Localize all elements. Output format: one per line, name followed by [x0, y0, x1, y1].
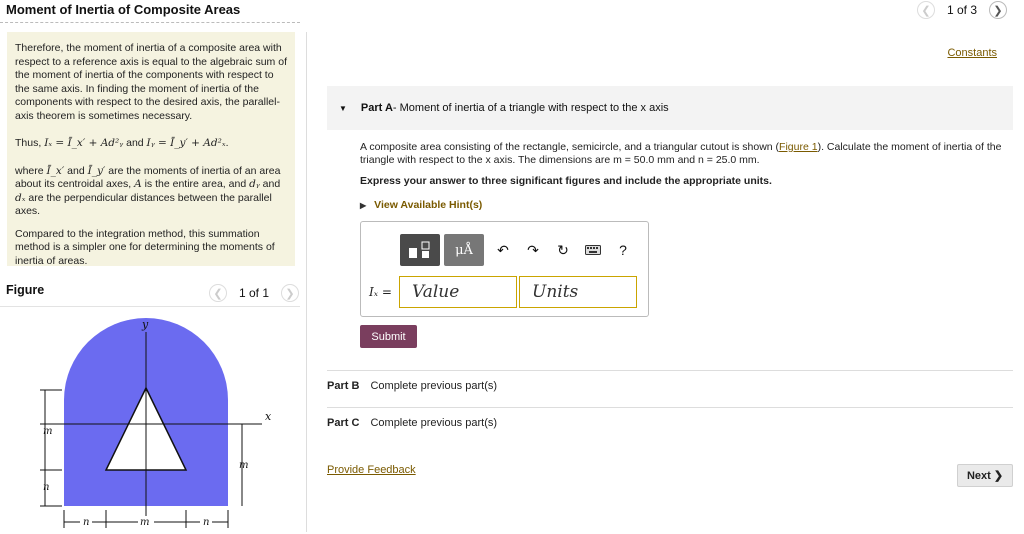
formula-iy-bar: Ī_y′: [87, 164, 106, 177]
chevron-left-icon[interactable]: ❮: [209, 284, 227, 302]
dim-label-m-bottom: m: [140, 517, 150, 528]
provide-feedback-link[interactable]: Provide Feedback: [327, 464, 416, 476]
info-text: and: [259, 178, 281, 190]
chevron-right-icon[interactable]: ❯: [989, 1, 1007, 19]
header: [0, 0, 1024, 22]
constants-link[interactable]: Constants: [947, 47, 997, 59]
chevron-right-icon[interactable]: ❯: [281, 284, 299, 302]
template-button[interactable]: [400, 234, 440, 266]
formula-iy: Iᵧ = Ī_y′ + Ad²ₓ: [146, 137, 226, 149]
header-divider: [0, 22, 300, 23]
chevron-right-icon: ❯: [993, 470, 1004, 482]
undo-icon[interactable]: ↶: [497, 241, 509, 258]
x-axis-label: x: [265, 410, 272, 423]
units-input[interactable]: Units: [519, 276, 637, 308]
answer-label: Iₓ =: [369, 285, 392, 299]
next-label: Next: [966, 469, 991, 482]
formula-ix-bar: Ī_x′: [46, 164, 65, 177]
formula-area: A: [134, 178, 142, 190]
info-text: is the entire area, and: [141, 178, 250, 190]
part-b-row: [327, 370, 1013, 406]
chevron-left-icon[interactable]: ❮: [917, 1, 935, 19]
part-c-label: Part C: [327, 417, 360, 429]
figure-link[interactable]: Figure 1: [779, 141, 818, 153]
caret-down-icon: ▼: [339, 103, 347, 113]
submit-button[interactable]: Submit: [360, 325, 417, 348]
part-c-status: Complete previous part(s): [370, 417, 498, 429]
info-paragraph-4: Compared to the integration method, this summation method is a simpler one for determining the moments of inertia of areas.: [15, 227, 275, 267]
help-button[interactable]: ?: [619, 242, 627, 258]
formula-ix: Iₓ = Ī_x′ + Ad²ᵧ: [44, 137, 124, 149]
part-b-status: Complete previous part(s): [370, 380, 498, 392]
part-a-header[interactable]: [327, 86, 1013, 130]
dim-label-n-left: n: [43, 482, 50, 493]
dim-label-m-right: m: [239, 460, 249, 471]
answer-input-row: [369, 276, 637, 308]
caret-right-icon: ▶: [360, 200, 367, 210]
header-pager: [917, 0, 1007, 20]
figure-divider: [0, 306, 300, 307]
math-toolbar: [400, 233, 638, 267]
problem-statement: [360, 141, 1010, 167]
formula-dy: dᵧ: [249, 178, 260, 190]
info-text: .: [225, 137, 229, 149]
figure-pager: [209, 283, 299, 303]
dim-label-m-left: m: [43, 426, 53, 437]
value-input[interactable]: Value: [399, 276, 517, 308]
problem-text: A composite area consisting of the rectangle, semicircle, and a triangular cutout is shown (: [360, 141, 780, 153]
info-box: [7, 32, 295, 266]
part-c-row: [327, 407, 1013, 443]
page-title: Moment of Inertia of Composite Areas: [6, 2, 241, 17]
figure-pager-text: 1 of 1: [239, 286, 270, 300]
hint-label: View Available Hint(s): [374, 199, 483, 211]
formula-dx: dₓ: [15, 191, 26, 204]
column-divider: [306, 32, 307, 532]
view-hints-toggle[interactable]: [360, 199, 482, 211]
keyboard-icon[interactable]: [578, 235, 608, 265]
next-button[interactable]: [957, 464, 1013, 487]
keyboard-glyph: [585, 245, 601, 255]
dim-label-n-bottom-left: n: [83, 517, 90, 528]
composite-area-figure: [0, 310, 300, 534]
info-paragraph-1: Therefore, the moment of inertia of a composite area with respect to a reference axis is equal to the algebraic sum of the moment of inertia of the components with respect to the same axis. In finding the moment of inertia of the components with respect to the desired axis, the parallel-axis theorem is sometimes necessary.: [15, 42, 287, 122]
problem-text: ). Calculate the moment of inertia of the triangle with respect to the x axis. The dimensions are m = 50.0 mm and n = 25.0 mm.: [360, 141, 1002, 166]
units-button[interactable]: μÅ: [444, 234, 484, 266]
dim-label-n-bottom-right: n: [203, 517, 210, 528]
figure-label: Figure: [6, 283, 45, 297]
redo-icon[interactable]: ↷: [527, 241, 539, 258]
info-paragraph-2: [15, 137, 287, 151]
header-pager-text: 1 of 3: [947, 3, 978, 17]
info-text: Thus,: [15, 137, 45, 149]
info-paragraph-3: [15, 165, 287, 219]
y-axis-label: y: [142, 318, 149, 331]
info-text: are the perpendicular distances between the parallel axes.: [15, 191, 272, 217]
answer-instructions: Express your answer to three significant figures and include the appropriate units.: [360, 175, 772, 187]
part-b-label: Part B: [327, 380, 360, 392]
part-a-title: - Moment of inertia of a triangle with respect to the x axis: [392, 102, 669, 114]
info-text: and: [64, 164, 88, 177]
template-icon: [407, 240, 433, 260]
answer-box: [360, 221, 649, 317]
reset-icon[interactable]: ↻: [557, 241, 569, 258]
info-text: and: [123, 137, 147, 149]
info-text: are the moments of inertia of an area about its centroidal axes,: [15, 164, 281, 190]
part-a-label: Part A: [360, 102, 393, 114]
info-text: where: [15, 164, 47, 177]
